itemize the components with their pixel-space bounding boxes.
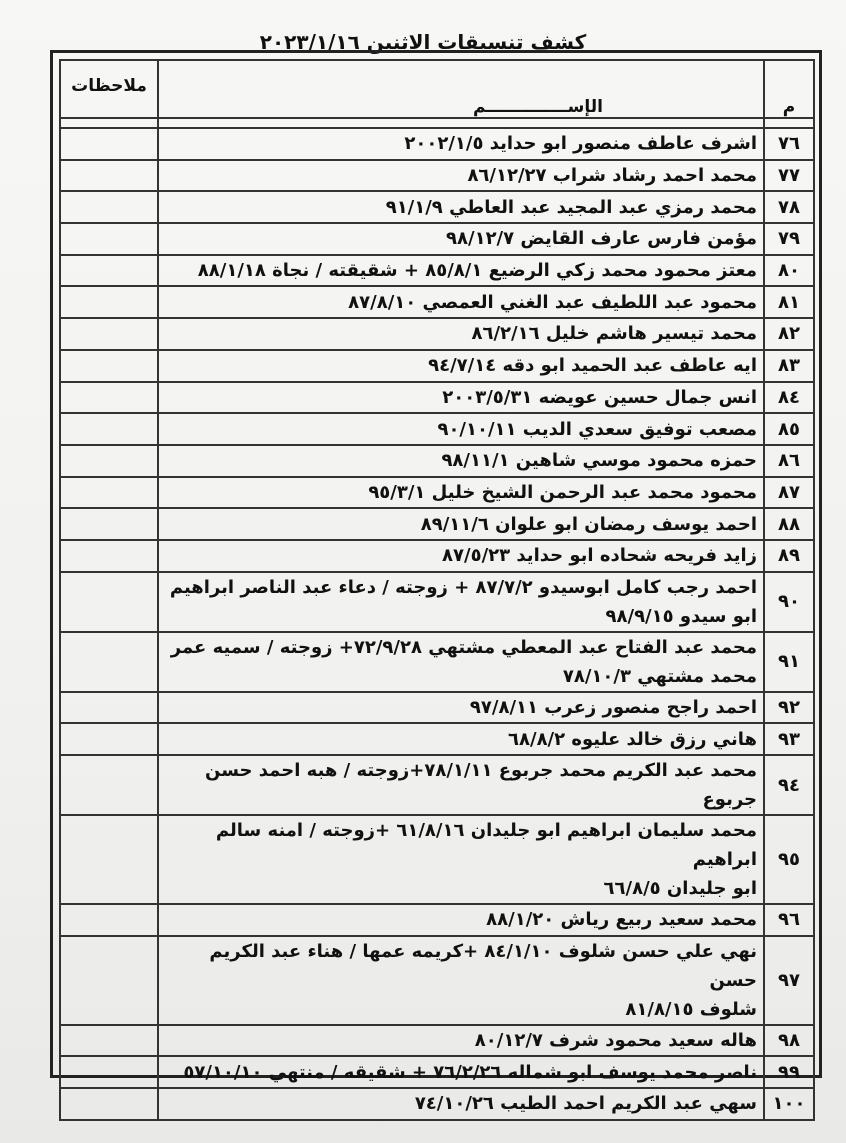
table-row	[60, 508, 814, 540]
table-row	[60, 191, 814, 223]
row-notes	[60, 286, 158, 318]
row-notes	[60, 223, 158, 255]
row-number: ٧٨	[764, 191, 814, 223]
row-name-line: ابو جليدان ٦٦/٨/٥	[603, 878, 757, 899]
row-name-line: ايه عاطف عبد الحميد ابو دقه ٩٤/٧/١٤	[428, 355, 757, 377]
row-name-cell	[158, 1088, 764, 1120]
row-notes	[60, 755, 158, 815]
row-name-line: نهي علي حسن شلوف ٨٤/١/١٠ +كريمه عمها / هناء عبد الكريم حسن	[209, 940, 757, 991]
names-table	[59, 59, 815, 1121]
row-number: ٨٥	[764, 413, 814, 445]
header-name: الإســــــــــــــم	[158, 60, 764, 118]
table-row	[60, 723, 814, 755]
table-row	[60, 350, 814, 382]
row-name-cell	[158, 382, 764, 414]
row-name-cell	[158, 255, 764, 287]
row-name-cell	[158, 318, 764, 350]
row-name-line: محمد رمزي عبد المجيد عبد العاطي ٩١/١/٩	[385, 196, 757, 218]
row-number: ٧٧	[764, 160, 814, 192]
row-number: ٩٦	[764, 904, 814, 936]
table-row	[60, 1025, 814, 1057]
table-row	[60, 445, 814, 477]
row-name-cell	[158, 1056, 764, 1088]
row-number: ٩٩	[764, 1056, 814, 1088]
row-name-line: محمود عبد اللطيف عبد الغني العمصي ٨٧/٨/١٠	[348, 291, 757, 313]
table-row	[60, 936, 814, 1025]
row-notes	[60, 508, 158, 540]
table-frame	[50, 50, 822, 1115]
row-name-cell	[158, 350, 764, 382]
row-number: ٩٢	[764, 692, 814, 724]
row-name-line: محمد عبد الفتاح عبد المعطي مشتهي ٧٢/٩/٢٨+ زوجته / سميه عمر	[170, 636, 757, 658]
table-row	[60, 382, 814, 414]
row-number: ٧٩	[764, 223, 814, 255]
table-row	[60, 477, 814, 509]
row-name-line: ناصر محمد يوسف ابو شماله ٧٦/٢/٢٦ + شقيقه / منتهي ٥٧/١٠/١٠	[183, 1061, 757, 1083]
row-notes	[60, 413, 158, 445]
row-number: ٧٦	[764, 128, 814, 160]
spacer-row	[60, 118, 814, 128]
row-name-line: محمود محمد عبد الرحمن الشيخ خليل ٩٥/٣/١	[368, 481, 757, 503]
table-row	[60, 286, 814, 318]
row-notes	[60, 382, 158, 414]
table-row	[60, 318, 814, 350]
row-notes	[60, 540, 158, 572]
row-name-cell	[158, 413, 764, 445]
row-notes	[60, 1056, 158, 1088]
row-name-line: معتز محمود محمد زكي الرضيع ٨٥/٨/١ + شقيقته / نجاة ٨٨/١/١٨	[197, 260, 757, 282]
header-number: م	[764, 60, 814, 118]
row-name-line: محمد سليمان ابراهيم ابو جليدان ٦١/٨/١٦ +زوجته / امنه سالم ابراهيم	[215, 820, 757, 870]
table-row	[60, 755, 814, 815]
table-row	[60, 572, 814, 632]
row-name-line: مصعب توفيق سعدي الديب ٩٠/١٠/١١	[437, 418, 757, 440]
row-number: ١٠٠	[764, 1088, 814, 1120]
table-row	[60, 692, 814, 724]
table-row	[60, 1088, 814, 1120]
row-number: ٨٠	[764, 255, 814, 287]
row-name-cell	[158, 128, 764, 160]
row-name-line: ابو سيدو ٩٨/٩/١٥	[605, 605, 757, 627]
row-name-cell	[158, 723, 764, 755]
row-name-cell	[158, 755, 764, 815]
row-name-line: هاني رزق خالد عليوه ٦٨/٨/٢	[508, 728, 757, 750]
row-name-line: محمد سعيد ربيع رياش ٨٨/١/٢٠	[486, 909, 757, 931]
row-name-cell	[158, 445, 764, 477]
row-notes	[60, 445, 158, 477]
row-name-cell	[158, 572, 764, 632]
table-body	[60, 118, 814, 1120]
row-name-cell	[158, 286, 764, 318]
row-name-cell	[158, 936, 764, 1025]
row-name-line: محمد احمد رشاد شراب ٨٦/١٢/٢٧	[467, 165, 757, 187]
row-number: ٨٩	[764, 540, 814, 572]
row-number: ٩٨	[764, 1025, 814, 1057]
row-name-line: سهي عبد الكريم احمد الطيب ٧٤/١٠/٢٦	[414, 1093, 757, 1115]
row-number: ٨٧	[764, 477, 814, 509]
row-name-line: انس جمال حسين عويضه ٢٠٠٣/٥/٣١	[442, 386, 757, 408]
row-name-cell	[158, 160, 764, 192]
row-number: ٨٣	[764, 350, 814, 382]
row-name-line: احمد يوسف رمضان ابو علوان ٨٩/١١/٦	[420, 513, 757, 535]
row-name-cell	[158, 477, 764, 509]
row-number: ٨١	[764, 286, 814, 318]
row-notes	[60, 572, 158, 632]
table-row	[60, 904, 814, 936]
row-name-cell	[158, 632, 764, 692]
row-notes	[60, 350, 158, 382]
row-notes	[60, 692, 158, 724]
row-number: ٩٤	[764, 755, 814, 815]
row-notes	[60, 723, 158, 755]
row-notes	[60, 904, 158, 936]
row-number: ٩١	[764, 632, 814, 692]
row-notes	[60, 191, 158, 223]
table-row	[60, 160, 814, 192]
row-number: ٩٣	[764, 723, 814, 755]
row-notes	[60, 160, 158, 192]
table-row	[60, 632, 814, 692]
row-name-line: اشرف عاطف منصور ابو حدايد ٢٠٠٢/١/٥	[404, 133, 757, 155]
row-number: ٩٧	[764, 936, 814, 1025]
row-name-line: احمد راجح منصور زعرب ٩٧/٨/١١	[469, 696, 757, 718]
table-row	[60, 413, 814, 445]
row-name-cell	[158, 692, 764, 724]
row-name-cell	[158, 508, 764, 540]
row-name-line: زايد فريحه شحاده ابو حدايد ٨٧/٥/٢٣	[442, 545, 757, 567]
row-name-cell	[158, 904, 764, 936]
row-name-cell	[158, 191, 764, 223]
row-name-line: محمد عبد الكريم محمد جربوع ٧٨/١/١١+زوجته / هبه احمد حسن	[205, 760, 757, 781]
row-number: ٨٨	[764, 508, 814, 540]
row-name-line: احمد رجب كامل ابوسيدو ٨٧/٧/٢ + زوجته / دعاء عبد الناصر ابراهيم	[169, 576, 757, 598]
row-name-line: جربوع	[702, 789, 757, 810]
row-name-cell	[158, 1025, 764, 1057]
row-name-cell	[158, 815, 764, 904]
row-notes	[60, 318, 158, 350]
row-name-cell	[158, 223, 764, 255]
row-number: ٩٥	[764, 815, 814, 904]
table-row	[60, 255, 814, 287]
row-notes	[60, 477, 158, 509]
row-number: ٨٦	[764, 445, 814, 477]
row-name-cell	[158, 540, 764, 572]
table-row	[60, 815, 814, 904]
row-name-line: حمزه محمود موسي شاهين ٩٨/١١/١	[441, 450, 757, 472]
table-row	[60, 128, 814, 160]
row-notes	[60, 128, 158, 160]
table-row	[60, 540, 814, 572]
row-number: ٨٢	[764, 318, 814, 350]
row-notes	[60, 632, 158, 692]
row-notes	[60, 1025, 158, 1057]
row-notes	[60, 255, 158, 287]
row-name-line: محمد تيسير هاشم خليل ٨٦/٢/١٦	[471, 323, 757, 345]
row-name-line: هاله سعيد محمود شرف ٨٠/١٢/٧	[474, 1030, 757, 1052]
row-number: ٨٤	[764, 382, 814, 414]
row-name-line: مؤمن فارس عارف القايض ٩٨/١٢/٧	[446, 228, 757, 250]
row-number: ٩٠	[764, 572, 814, 632]
page-title: كشف تنسيقات الاثنين ٢٠٢٣/١/١٦	[259, 30, 587, 54]
header-notes: ملاحظات	[60, 60, 158, 118]
table-row	[60, 1056, 814, 1088]
row-notes	[60, 1088, 158, 1120]
row-notes	[60, 815, 158, 904]
row-name-line: شلوف ٨١/٨/١٥	[625, 998, 757, 1020]
row-name-line: محمد مشتهي ٧٨/١٠/٣	[562, 665, 757, 687]
table-row	[60, 223, 814, 255]
row-notes	[60, 936, 158, 1025]
